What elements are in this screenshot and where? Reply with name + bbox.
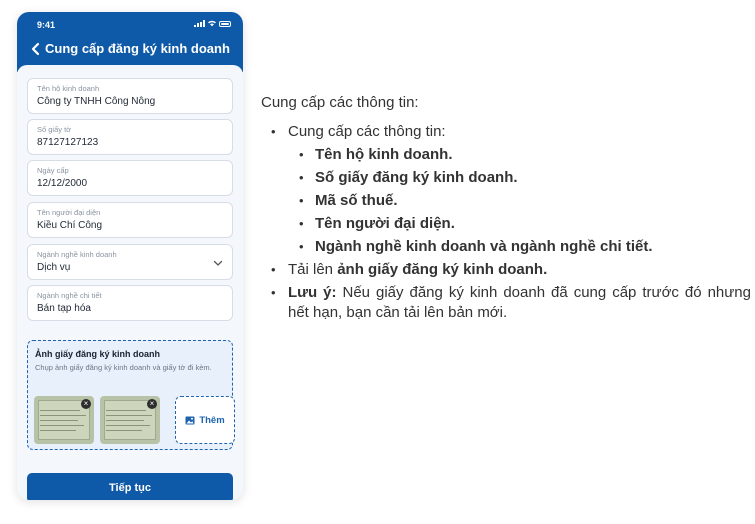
note-label: Lưu ý: <box>288 284 337 301</box>
form-sheet <box>17 65 243 500</box>
page-title: Cung cấp đăng ký kinh doanh <box>45 41 230 56</box>
field-value: Bán tạp hóa <box>37 303 91 314</box>
status-time: 9:41 <box>37 20 56 30</box>
wifi-icon <box>208 20 216 27</box>
field-label: Ngành nghề kinh doanh <box>37 250 117 259</box>
business-name-field[interactable] <box>27 78 233 114</box>
field-label: Tên người đại diện <box>37 208 101 217</box>
representative-name-field[interactable] <box>27 202 233 238</box>
sub-list-item: • Tên hộ kinh doanh. <box>288 145 751 165</box>
image-icon <box>185 416 195 425</box>
battery-icon <box>219 21 231 27</box>
sub-list-item: • Ngành nghề kinh doanh và ngành nghề chi tiết. <box>288 237 751 257</box>
app-header <box>17 12 243 72</box>
list-item-text: Tải lên <box>288 261 338 278</box>
remove-photo-icon[interactable]: × <box>147 399 157 409</box>
field-value: Dịch vụ <box>37 262 71 273</box>
license-photo-thumbnail[interactable] <box>100 396 160 444</box>
phone-screen <box>17 12 243 500</box>
field-value: Kiều Chí Công <box>37 220 103 231</box>
field-label: Số giấy tờ <box>37 125 72 134</box>
field-label: Ngày cấp <box>37 166 69 175</box>
sub-list-item: • Số giấy đăng ký kinh doanh. <box>288 168 751 188</box>
upload-description: Chụp ảnh giấy đăng ký kinh doanh và giấy tờ đi kèm. <box>35 363 212 372</box>
business-sector-select[interactable] <box>27 244 233 280</box>
signal-icon <box>194 20 205 27</box>
license-upload-section <box>27 340 233 450</box>
note-item <box>271 283 751 323</box>
back-arrow-icon[interactable] <box>29 42 43 56</box>
add-photo-label: Thêm <box>199 414 225 426</box>
note-text: Nếu giấy đăng ký kinh doanh đã cung cấp trước đó nhưng hết hạn, bạn cần tải lên bản mới. <box>288 284 751 321</box>
explanation-intro: Cung cấp các thông tin: <box>261 94 419 111</box>
list-item-bold: ảnh giấy đăng ký kinh doanh. <box>337 261 548 278</box>
field-value: 87127127123 <box>37 137 99 148</box>
sub-list <box>288 145 751 257</box>
field-value: Công ty TNHH Công Nông <box>37 96 156 107</box>
issue-date-field[interactable] <box>27 160 233 196</box>
status-icons <box>194 20 231 27</box>
detailed-sector-field[interactable] <box>27 285 233 321</box>
sub-list-item: • Tên người đại diện. <box>288 214 751 234</box>
list-item <box>271 122 751 257</box>
license-photo-thumbnail[interactable] <box>34 396 94 444</box>
add-photo-button[interactable] <box>175 396 235 444</box>
continue-button[interactable]: Tiếp tục <box>27 473 233 500</box>
list-item-text: Cung cấp các thông tin: <box>288 123 446 140</box>
document-number-field[interactable] <box>27 119 233 155</box>
nav-bar <box>29 41 230 56</box>
field-label: Tên hộ kinh doanh <box>37 84 100 93</box>
list-item <box>271 260 751 280</box>
field-value: 12/12/2000 <box>37 178 88 189</box>
explanation-list <box>271 122 751 326</box>
sub-list-item: • Mã số thuế. <box>288 191 751 211</box>
remove-photo-icon[interactable]: × <box>81 399 91 409</box>
upload-title: Ảnh giấy đăng ký kinh doanh <box>35 349 161 359</box>
chevron-down-icon <box>213 258 223 268</box>
field-label: Ngành nghề chi tiết <box>37 291 102 300</box>
